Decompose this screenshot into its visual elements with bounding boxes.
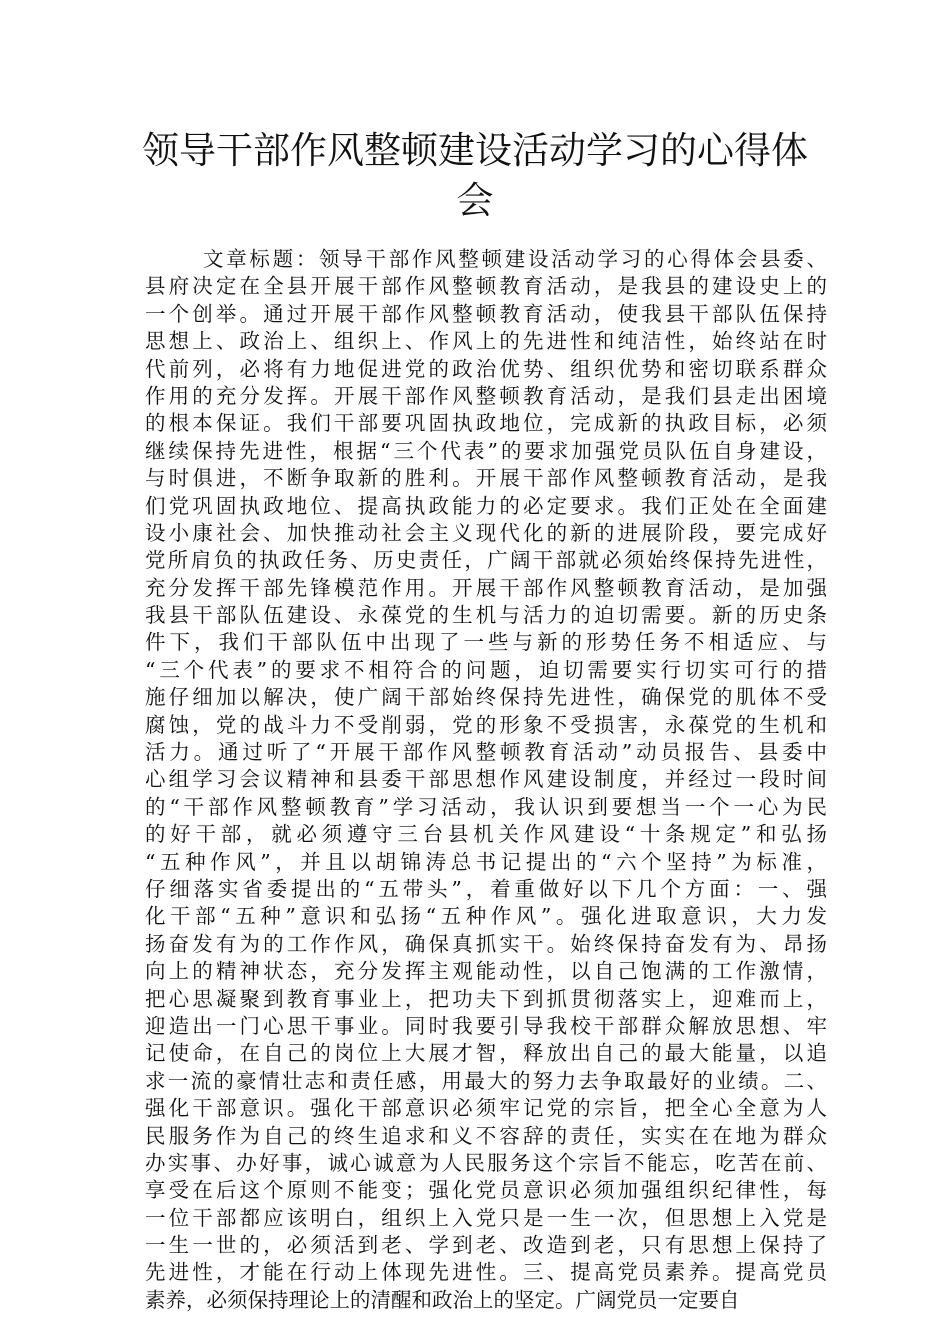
body-line: 化干部“五种”意识和弘扬“五种作风”。强化进取意识，大力发	[145, 904, 827, 929]
body-line: 思想上、政治上、组织上、作风上的先进性和纯洁性，始终站在时	[145, 329, 827, 354]
body-line: 记使命，在自己的岗位上大展才智，释放出自己的最大能量，以追	[145, 1041, 827, 1066]
body-line: 作用的充分发挥。开展干部作风整顿教育活动，是我们县走出困境	[145, 383, 827, 408]
body-line: 充分发挥干部先锋模范作用。开展干部作风整顿教育活动，是加强	[145, 575, 827, 600]
body-line: 县府决定在全县开展干部作风整顿教育活动，是我县的建设史上的	[145, 274, 827, 299]
body-line: 腐蚀，党的战斗力不受削弱，党的形象不受损害，永葆党的生机和	[145, 712, 827, 737]
body-line: 设小康社会、加快推动社会主义现代化的新的进展阶段，要完成好	[145, 520, 827, 545]
body-line: 迎造出一门心思干事业。同时我要引导我校干部群众解放思想、牢	[145, 1013, 827, 1038]
document-body	[145, 246, 827, 1314]
body-line: “五种作风”，并且以胡锦涛总书记提出的“六个坚持”为标准，	[145, 849, 827, 874]
body-line: 心组学习会议精神和县委干部思想作风建设制度，并经过一段时间	[145, 767, 827, 792]
body-line: 继续保持先进性，根据“三个代表”的要求加强党员队伍自身建设，	[145, 438, 827, 463]
body-line: 活力。通过听了“开展干部作风整顿教育活动”动员报告、县委中	[145, 740, 827, 765]
body-line: 一生一世的，必须活到老、学到老、改造到老，只有思想上保持了	[145, 1233, 827, 1258]
body-line: 向上的精神状态，充分发挥主观能动性，以自己饱满的工作激情，	[145, 959, 827, 984]
body-line: 求一流的豪情壮志和责任感，用最大的努力去争取最好的业绩。二、	[145, 1068, 827, 1093]
document-title	[140, 126, 810, 226]
body-paragraph-first-line: 文章标题：领导干部作风整顿建设活动学习的心得体会县委、	[203, 247, 827, 271]
title-line: 领导干部作风整顿建设活动学习的心得体	[142, 129, 808, 172]
body-line: 一位干部都应该明白，组织上入党只是一生一次，但思想上入党是	[145, 1205, 827, 1230]
title-line: 会	[456, 179, 494, 222]
body-line: 的根本保证。我们干部要巩固执政地位，完成新的执政目标，必须	[145, 411, 827, 436]
body-line: 把心思凝聚到教育事业上，把功夫下到抓贯彻落实上，迎难而上，	[145, 986, 827, 1011]
body-line: 们党巩固执政地位、提高执政能力的必定要求。我们正处在全面建	[145, 493, 827, 518]
body-line: 我县干部队伍建设、永葆党的生机与活力的迫切需要。新的历史条	[145, 603, 827, 628]
body-line: 党所肩负的执政任务、历史责任，广阔干部就必须始终保持先进性，	[145, 548, 827, 573]
body-line: 一个创举。通过开展干部作风整顿教育活动，使我县干部队伍保持	[145, 301, 827, 326]
body-line: 件下，我们干部队伍中出现了一些与新的形势任务不相适应、与	[145, 630, 827, 655]
body-line: 施仔细加以解决，使广阔干部始终保持先进性，确保党的肌体不受	[145, 685, 827, 710]
body-line: 享受在后这个原则不能变；强化党员意识必须加强组织纪律性，每	[145, 1178, 827, 1203]
body-line: 仔细落实省委提出的“五带头”，着重做好以下几个方面：一、强	[145, 876, 827, 901]
body-line: 代前列，必将有力地促进党的政治优势、组织优势和密切联系群众	[145, 356, 827, 381]
body-line: 先进性，才能在行动上体现先进性。三、提高党员素养。提高党员	[145, 1260, 827, 1285]
body-line: 与时俱进，不断争取新的胜利。开展干部作风整顿教育活动，是我	[145, 466, 827, 491]
body-line: 民服务作为自己的终生追求和义不容辞的责任，实实在在地为群众	[145, 1123, 827, 1148]
body-line: 强化干部意识。强化干部意识必须牢记党的宗旨，把全心全意为人	[145, 1096, 827, 1121]
body-line: 办实事、办好事，诚心诚意为人民服务这个宗旨不能忘，吃苦在前、	[145, 1150, 827, 1175]
body-line: 的好干部，就必须遵守三台县机关作风建设“十条规定”和弘扬	[145, 822, 827, 847]
body-line: 扬奋发有为的工作作风，确保真抓实干。始终保持奋发有为、昂扬	[145, 931, 827, 956]
body-line: “三个代表”的要求不相符合的问题，迫切需要实行切实可行的措	[145, 657, 827, 682]
body-line: 素养，必须保持理论上的清醒和政治上的坚定。广阔党员一定要自	[145, 1287, 740, 1312]
body-line: 的“干部作风整顿教育”学习活动，我认识到要想当一个一心为民	[145, 794, 827, 819]
